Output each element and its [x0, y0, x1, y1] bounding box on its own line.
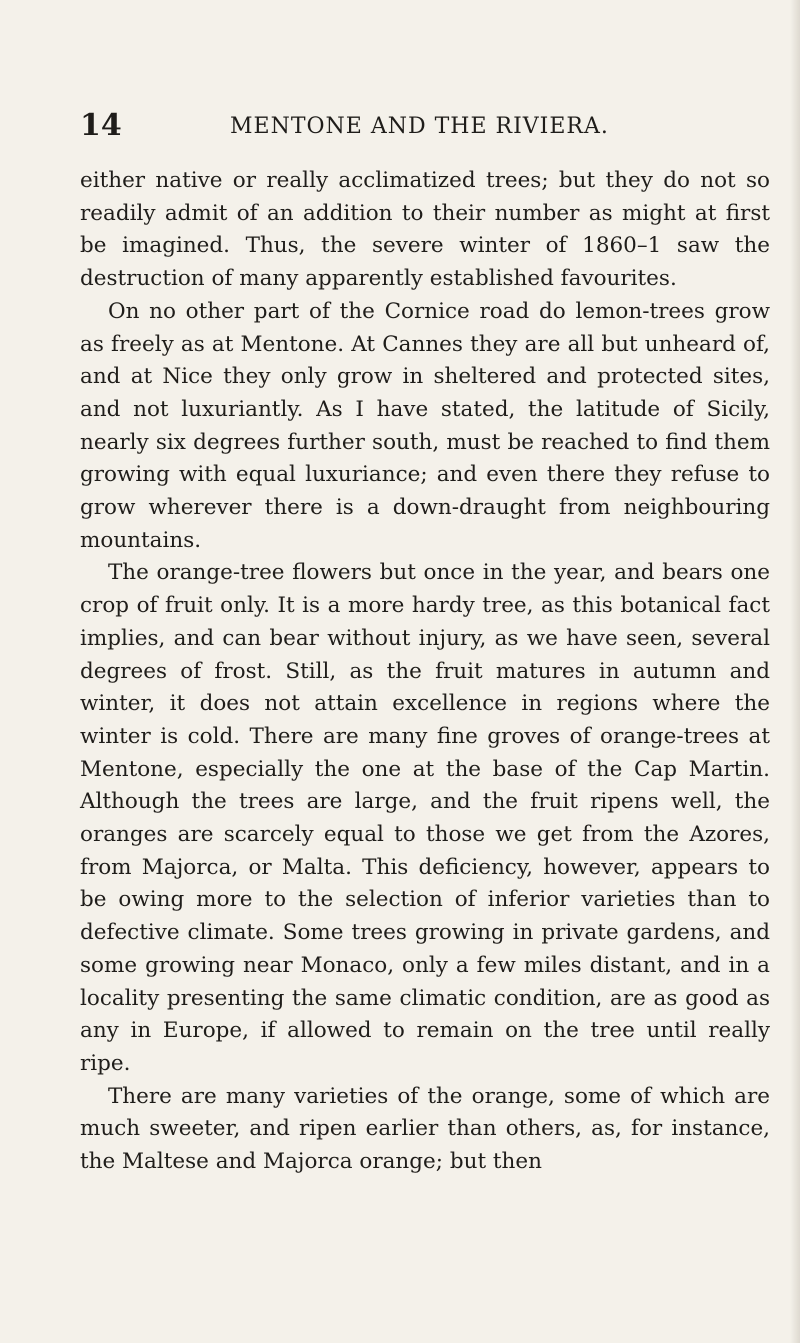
page-number: 14 — [80, 108, 122, 143]
paragraph-1: either native or really acclimatized trees; but they do not so readily admit of an addition to their number as might at first be imagined. Thus, the severe winter of 1860–1 saw the destruction of many apparently established favourites. — [80, 168, 770, 292]
page-edge-shadow — [790, 0, 800, 1343]
running-title: MENTONE AND THE RIVIERA. — [230, 114, 609, 139]
body-text — [80, 165, 770, 1179]
paragraph-2: On no other part of the Cornice road do lemon-trees grow as freely as at Mentone. At Cannes they are all but unheard of, and at Nice they only grow in sheltered and protected sites, and not luxuriantly. As I have stated, the latitude of Sicily, nearly six degrees further south, must be reached to find them growing with equal luxuriance; and even there they refuse to grow wherever there is a down-draught from neighbouring mountains. — [80, 298, 770, 553]
paragraph-4: There are many varieties of the orange, some of which are much sweeter, and ripen earlier than others, as, for instance, the Maltese and Majorca orange; but then — [80, 1083, 770, 1175]
page-header — [80, 108, 770, 144]
paragraph-3: The orange-tree flowers but once in the year, and bears one crop of fruit only. It is a more hardy tree, as this botanical fact implies, and can bear without injury, as we have seen, several degrees of frost. Still, as the fruit matures in autumn and winter, it does not attain excellence in regions where the winter is cold. There are many fine groves of orange-trees at Mentone, especially the one at the base of the Cap Martin. Although the trees are large, and the fruit ripens well, the oranges are scarcely equal to those we get from the Azores, from Majorca, or Malta. This deficiency, however, appears to be owing more to the selection of inferior varieties than to defective climate. Some trees growing in private gardens, and some growing near Monaco, only a few miles distant, and in a locality presenting the same climatic condition, are as good as any in Europe, if allowed to remain on the tree until really ripe. — [80, 560, 770, 1076]
